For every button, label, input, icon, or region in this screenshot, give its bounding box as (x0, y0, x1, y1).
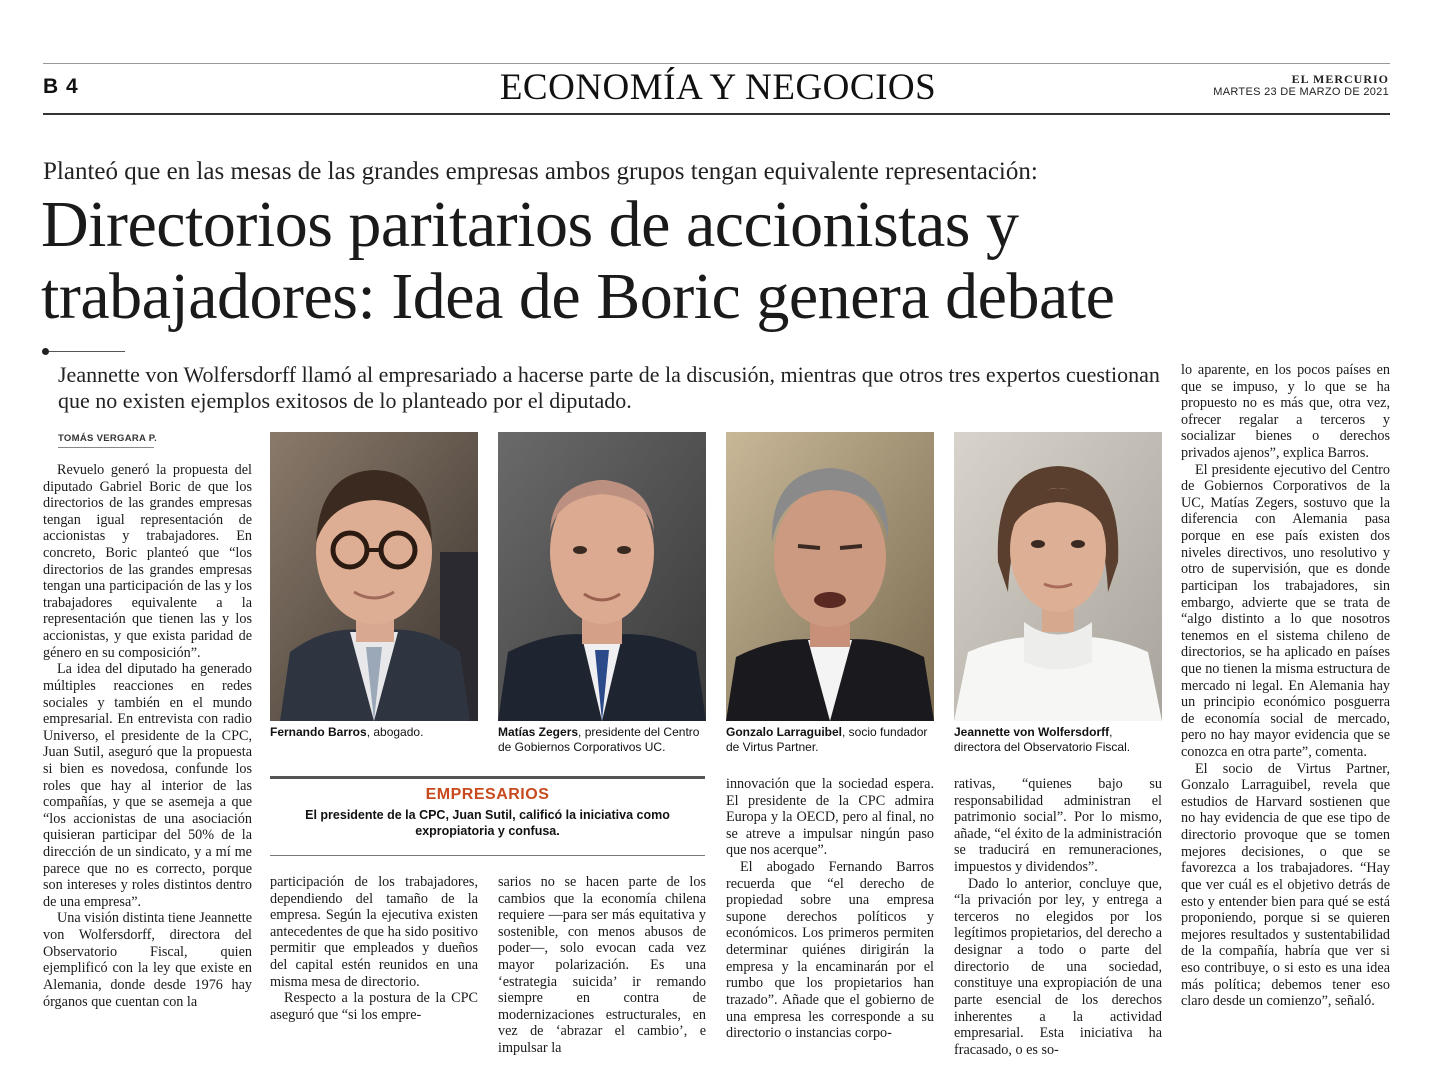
newspaper-date: MARTES 23 DE MARZO DE 2021 (1213, 86, 1389, 98)
photo-fernando-barros (270, 432, 478, 721)
column-2 (270, 874, 478, 1023)
box-bottom-rule (270, 855, 705, 856)
headline-line-2: trabajadores: Idea de Boric genera debate (41, 260, 1115, 333)
caption-jeannette-von-wolfersdorff (954, 725, 1162, 755)
col1-paragraph-2: La idea del diputado ha generado múltiples reacciones en redes sociales y también en el mundo empresarial. En entrevista con radio Universo, el presidente de la CPC, Juan Sutil, aseguró que la propuesta si bien es novedosa, confunde los roles que hay al interior de las compañías, y que se asemeja a que “los accionistas de una asociación quisieran participar del 50% de la dirección de un sindicato, y a mí me parece que no es correcto, porque son intereses y roles distintos dentro de una empresa”. (43, 661, 252, 910)
col1-paragraph-1: Revuelo generó la propuesta del diputado Gabriel Boric de que los directorios de las grandes empresas tengan igual representación de accionistas y trabajadores. En concreto, Boric planteó que “los directorios de las grandes empresas tengan una participación de las y los trabajadores equivalente a la representación que tienen las y los accionistas, y que exista paridad de género en su composición”. (43, 462, 252, 661)
byline-rule (58, 447, 154, 448)
col6-paragraph-1: lo aparente, en los pocos países en que se impuso, y lo que se ha propuesto no es más que, otra vez, ofrecer regalar a terceros y socializar bienes o derechos privados ajenos”, explica Barros. (1181, 362, 1390, 462)
top-rule (43, 63, 1390, 64)
caption-name: Fernando Barros (270, 725, 367, 739)
section-title: ECONOMÍA Y NEGOCIOS (499, 67, 937, 108)
photo-jeannette-von-wolfersdorff (954, 432, 1162, 721)
byline: TOMÁS VERGARA P. (58, 433, 158, 444)
col1-paragraph-3: Una visión distinta tiene Jeannette von Wolfersdorff, directora del Observatorio Fiscal, quien ejemplificó con la ley que existe en Alemania, donde desde 1976 hay órganos que cuentan con la (43, 910, 252, 1010)
article-subhead: Jeannette von Wolfersdorff llamó al empresariado a hacerse parte de la discusión, mientras que otros tres expertos cuestionan que no existen ejemplos exitosos de lo planteado por el diputado. (58, 362, 1160, 414)
box-text: El presidente de la CPC, Juan Sutil, calificó la iniciativa como expropiatoria y confusa. (305, 808, 670, 839)
caption-role: , abogado. (366, 725, 424, 739)
column-4 (726, 776, 934, 1042)
bullet-dot (42, 348, 49, 355)
col6-paragraph-2: El presidente ejecutivo del Centro de Gobiernos Corporativos de la UC, Matías Zegers, sostuvo que la diferencia con Alemania pasa porque en ese país existen dos niveles directivos, uno resolutivo y otro de supervisión, que es donde participan los trabajadores, sin embargo, advierte que se trata de “algo distinto a lo que nosotros tenemos en el sistema chileno de directorios, se ha aplicado en países que no tienen la misma estructura de mercado ni legal. En Alemania hay un principio económico posguerra de economía social de mercado, pero no hay mayor evidencia que se conozca en otra parte”, comenta. (1181, 461, 1390, 761)
column-6 (1181, 362, 1390, 1010)
photo-matias-zegers (498, 432, 706, 721)
col6-paragraph-3: El socio de Virtus Partner, Gonzalo Larraguibel, revela que estudios de Harvard sostienen que no hay evidencia de que ese tipo de directorio provoque que se tomen mejores decisiones, o que se favorezca a los trabajadores. “Hay que ver cuál es el objetivo detrás de esto y entender bien para qué se está proponiendo, porque si se quieren mejores resultados y sustentabilidad de la compañía, habría que ver si eso contribuye, o si esto es una idea más política; debemos tener eso claro desde un comienzo”, señaló. (1181, 760, 1390, 1010)
column-3 (498, 874, 706, 1057)
caption-role: , presidente del Centro de Gobiernos Corporativos UC. (498, 725, 700, 754)
caption-gonzalo-larraguibel (726, 725, 934, 755)
col4-paragraph-2: El abogado Fernando Barros recuerda que “el derecho de propiedad sobre una empresa supone derechos políticos y económicos. Los primeros permiten determinar quiénes dirigirán la empresa y la encaminarán por el rumbo que los propietarios han trazado”. Añade que el gobierno de una empresa les corresponde a su directorio o instancias corpo- (726, 859, 934, 1042)
caption-fernando-barros (270, 725, 478, 740)
article-kicker: Planteó que en las mesas de las grandes empresas ambos grupos tengan equivalente representación: (43, 158, 1038, 185)
col3-paragraph-1: sarios no se hacen parte de los cambios que la economía chilena requiere —para ser más equitativa y sostenible, con menos abusos de poder—, solo evocan cada vez mayor polarización. Es una ‘estrategia suicida’ ir remando siempre en contra de modernizaciones estructurales, en vez de ‘abrazar el cambio’, e impulsar la (498, 874, 706, 1057)
col5-paragraph-1: rativas, “quienes bajo su responsabilidad administran el patrimonio social”. Por lo mismo, añade, “el éxito de la administración se traducirá en remuneraciones, impuestos y dividendos”. (954, 776, 1162, 876)
column-1 (43, 462, 252, 1010)
page-number: B 4 (43, 75, 79, 98)
col4-paragraph-1: innovación que la sociedad espera. El presidente de la CPC admira Europa y la OECD, pero al final, no se atreve a impulsar ningún paso que nos acerque”. (726, 776, 934, 859)
caption-role: , directora del Observatorio Fiscal. (954, 725, 1131, 754)
header-rule (43, 113, 1390, 115)
caption-matias-zegers (498, 725, 706, 755)
column-5 (954, 776, 1162, 1058)
col2-paragraph-1: participación de los trabajadores, dependiendo del tamaño de la empresa. Según la ejecutiva existen antecedentes de que ha sido positivo permitir que empleados y dueños del capital estén reunidos en una misma mesa de directorio. (270, 874, 478, 990)
caption-role: , socio fundador de Virtus Partner. (726, 725, 928, 754)
caption-name: Jeannette von Wolfersdorff (954, 725, 1110, 739)
caption-name: Gonzalo Larraguibel (726, 725, 843, 739)
headline-line-1: Directorios paritarios de accionistas y (41, 188, 1019, 261)
col5-paragraph-2: Dado lo anterior, concluye que, “la privación por ley, y entrega a terceros no elegidos por los legítimos propietarios, del derecho a designar a todo o parte del directorio de una sociedad, constituye una expropiación de una parte esencial de los derechos inherentes a la actividad empresarial. Esta iniciativa ha fracasado, o es so- (954, 875, 1162, 1058)
caption-name: Matías Zegers (498, 725, 579, 739)
col2-paragraph-2: Respecto a la postura de la CPC aseguró que “si los empre- (270, 990, 478, 1023)
photo-gonzalo-larraguibel (726, 432, 934, 721)
box-title: EMPRESARIOS (425, 786, 550, 803)
box-top-rule (270, 776, 705, 779)
bullet-line (49, 351, 125, 352)
article-headline (41, 188, 1115, 336)
newspaper-name: EL MERCURIO (1291, 72, 1389, 86)
